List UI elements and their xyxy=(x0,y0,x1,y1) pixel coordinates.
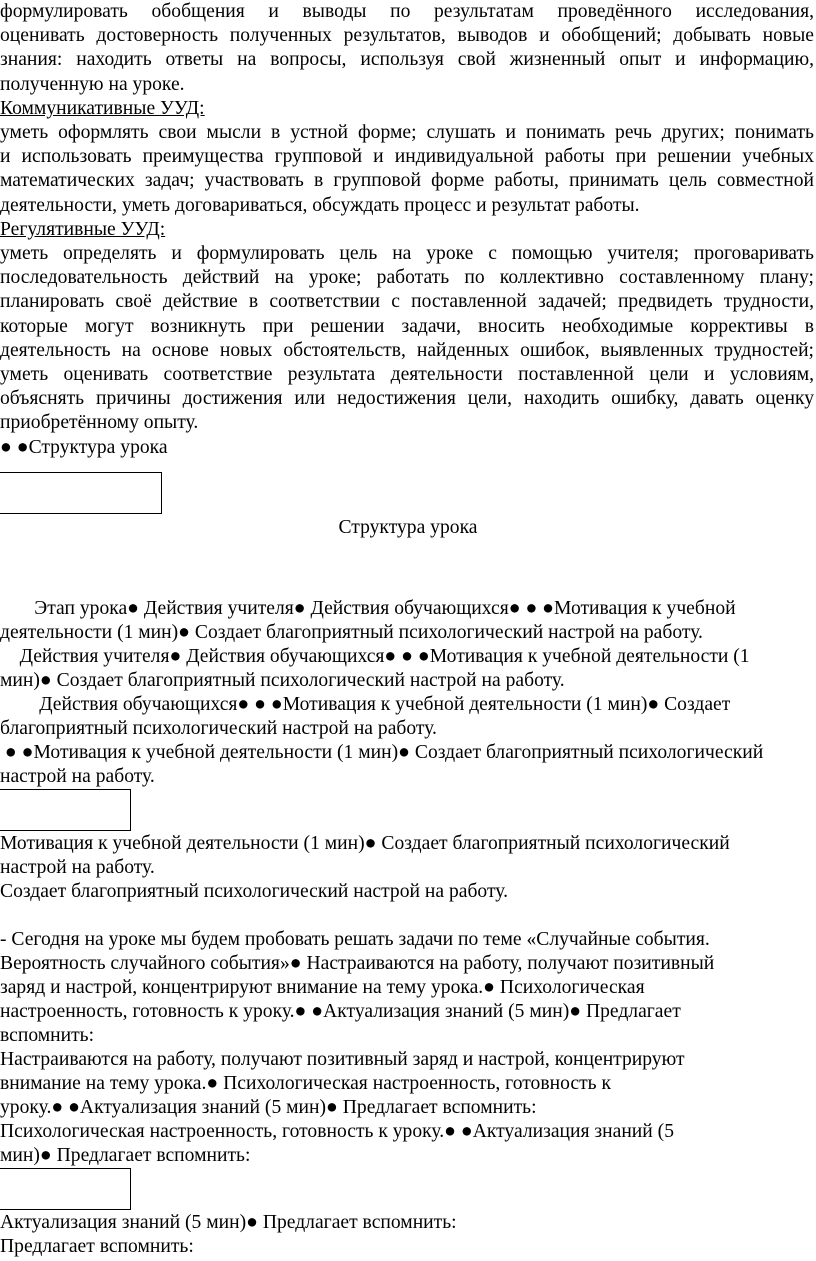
table-line: мин)● Создает благоприятный психологический настрой на работу. xyxy=(0,670,565,691)
communicative-heading: Коммуникативные УУД: xyxy=(0,97,205,119)
dialog-line: заряд и настрой, концентрируют внимание на тему урока.● Психологическая xyxy=(0,977,645,998)
dialog-line: уроку.● ●Актуализация знаний (5 мин)● Предлагает вспомнить: xyxy=(0,1097,537,1118)
dialog-line: - Сегодня на уроке мы будем пробовать решать задачи по теме «Случайные события. xyxy=(0,929,710,950)
cognitive-line: оценивать достоверность полученных результатов, выводов и обобщений; добывать новые xyxy=(0,25,814,47)
dialog-line: внимание на тему урока.● Психологическая настроенность, готовность к xyxy=(0,1073,611,1094)
regulative-line: уметь оценивать соответствие результата деятельности поставленной цели и условиям, xyxy=(0,364,814,385)
regulative-line: планировать своё действие в соответствии с поставленной задачей; предвидеть трудности, xyxy=(0,291,814,313)
dialog-line: Вероятность случайного события»● Настраиваются на работу, получают позитивный xyxy=(0,953,715,974)
cognitive-line: знания: находить ответы на вопросы, используя свой жизненный опыт и информацию, xyxy=(0,49,814,71)
regulative-line: уметь определять и формулировать цель на уроке с помощью учителя; проговаривать xyxy=(0,243,814,264)
communicative-line: и использовать преимущества групповой и индивидуальной работы при решении учебных xyxy=(0,146,814,168)
empty-image-box xyxy=(0,472,162,514)
dialog-line: мин)● Предлагает вспомнить: xyxy=(0,1145,251,1166)
structure-bullet-line: ● ●Структура урока xyxy=(0,436,168,458)
communicative-line: деятельности, уметь договариваться, обсуждать процесс и результат работы. xyxy=(0,194,640,216)
dialog-line: настроенность, готовность к уроку.● ●Актуализация знаний (5 мин)● Предлагает xyxy=(0,1001,681,1022)
communicative-line: уметь оформлять свои мысли в устной форме; слушать и понимать речь других; понимать xyxy=(0,122,814,143)
empty-image-box xyxy=(0,1168,131,1210)
table-line: деятельности (1 мин)● Создает благоприятный психологический настрой на работу. xyxy=(0,622,703,643)
motivation-line: Создает благоприятный психологический настрой на работу. xyxy=(0,881,509,902)
regulative-line: последовательность действий на уроке; работать по коллективно составленному плану; xyxy=(0,267,814,289)
final-line: Предлагает вспомнить: xyxy=(0,1236,194,1257)
table-line: ● ●Мотивация к учебной деятельности (1 мин)● Создает благоприятный психологический xyxy=(0,742,764,763)
motivation-line: настрой на работу. xyxy=(0,857,155,878)
final-line: Актуализация знаний (5 мин)● Предлагает вспомнить: xyxy=(0,1212,457,1233)
regulative-line: которые могут возникнуть при решении задачи, вносить необходимые коррективы в xyxy=(0,315,814,337)
regulative-heading: Регулятивные УУД: xyxy=(0,218,166,240)
dialog-line: Психологическая настроенность, готовность к уроку.● ●Актуализация знаний (5 xyxy=(0,1121,675,1142)
table-line: настрой на работу. xyxy=(0,766,155,787)
table-line: Действия обучающихся● ● ●Мотивация к учебной деятельности (1 мин)● Создает xyxy=(0,694,731,715)
cognitive-line: формулировать обобщения и выводы по результатам проведённого исследования, xyxy=(0,1,814,22)
table-line: Этап урока● Действия учителя● Действия обучающихся● ● ●Мотивация к учебной xyxy=(0,598,736,619)
motivation-line: Мотивация к учебной деятельности (1 мин)● Создает благоприятный психологический xyxy=(0,833,730,854)
cognitive-line: полученную на уроке. xyxy=(0,73,185,95)
dialog-line: Настраиваются на работу, получают позитивный заряд и настрой, концентрируют xyxy=(0,1049,685,1070)
structure-title: Структура урока xyxy=(338,517,478,538)
dialog-line: вспомнить: xyxy=(0,1025,95,1046)
communicative-line: математических задач; участвовать в групповой форме работы, принимать цель совместной xyxy=(0,170,814,192)
empty-image-box xyxy=(0,789,131,831)
table-line: благоприятный психологический настрой на работу. xyxy=(0,718,437,739)
table-line: Действия учителя● Действия обучающихся● ● ●Мотивация к учебной деятельности (1 xyxy=(0,646,750,667)
regulative-line: объяснять причины достижения или недостижения цели, находить ошибку, давать оценку xyxy=(0,388,814,410)
regulative-line: деятельность на основе новых обстоятельств, найденных ошибок, выявленных трудностей; xyxy=(0,339,814,361)
regulative-line: приобретённому опыту. xyxy=(0,412,199,434)
